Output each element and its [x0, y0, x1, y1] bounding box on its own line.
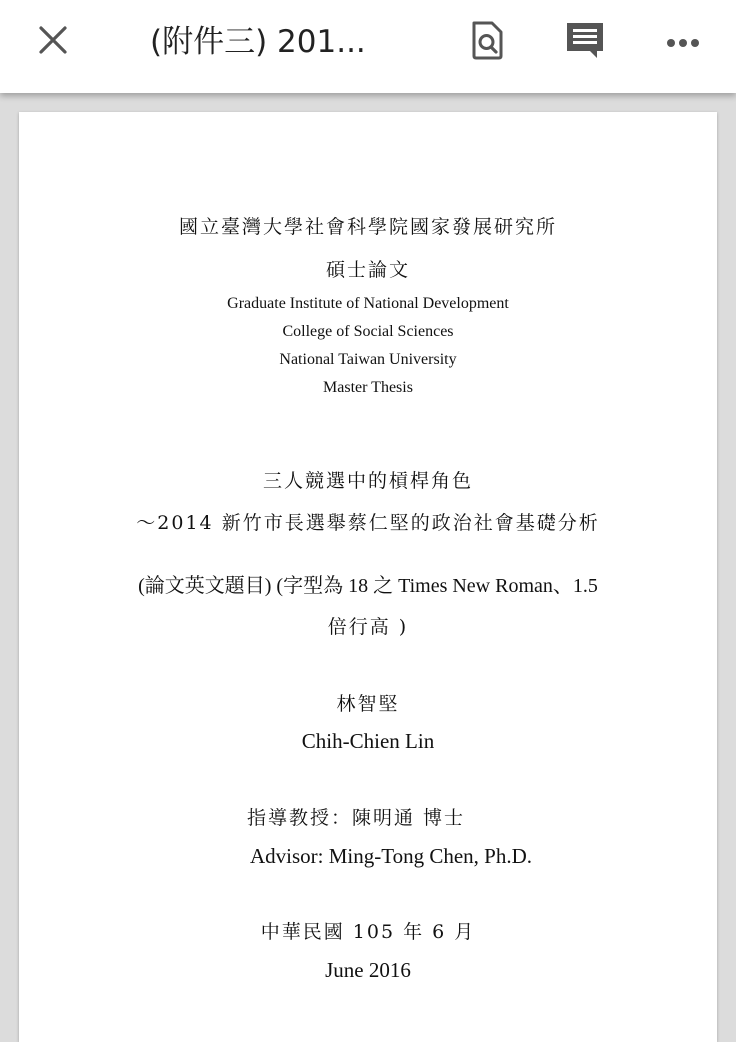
- degree-en: Master Thesis: [323, 379, 413, 396]
- thesis-subtitle-zh: ～2014 新竹市長選舉蔡仁堅的政治社會基礎分析: [136, 512, 600, 534]
- institution-zh: 國立臺灣大學社會科學院國家發展研究所: [178, 216, 557, 238]
- more-options-button[interactable]: [659, 18, 707, 66]
- advisor-zh: 指導教授：陳明通 博士: [246, 807, 466, 829]
- thesis-title-zh: 三人競選中的槓桿角色: [262, 470, 473, 492]
- top-app-bar: [0, 0, 736, 93]
- college-en: College of Social Sciences: [282, 323, 454, 340]
- close-button[interactable]: [29, 18, 77, 66]
- find-in-page-icon: [470, 20, 504, 64]
- comment-button[interactable]: [561, 18, 609, 66]
- advisor-en: Advisor: Ming-Tong Chen, Ph.D.: [249, 844, 533, 868]
- comment-icon: [565, 21, 605, 63]
- close-icon: [38, 25, 68, 59]
- author-zh: 林智堅: [336, 693, 400, 715]
- date-zh: 中華民國 105 年 6 月: [260, 921, 476, 943]
- date-en: June 2016: [325, 958, 411, 982]
- document-title: (附件三) 201...: [150, 24, 366, 60]
- university-en: National Taiwan University: [279, 351, 457, 368]
- find-in-page-button[interactable]: [463, 18, 511, 66]
- document-page: [19, 112, 717, 1042]
- degree-zh: 碩士論文: [325, 259, 410, 281]
- more-horizontal-icon: [666, 33, 700, 52]
- thesis-title-en-line2: 倍行高 ): [327, 616, 409, 638]
- institute-en: Graduate Institute of National Development: [227, 295, 509, 312]
- author-en: Chih-Chien Lin: [301, 729, 435, 753]
- thesis-title-en-line1: (論文英文題目) (字型為 18 之 Times New Roman、1.5: [138, 575, 598, 597]
